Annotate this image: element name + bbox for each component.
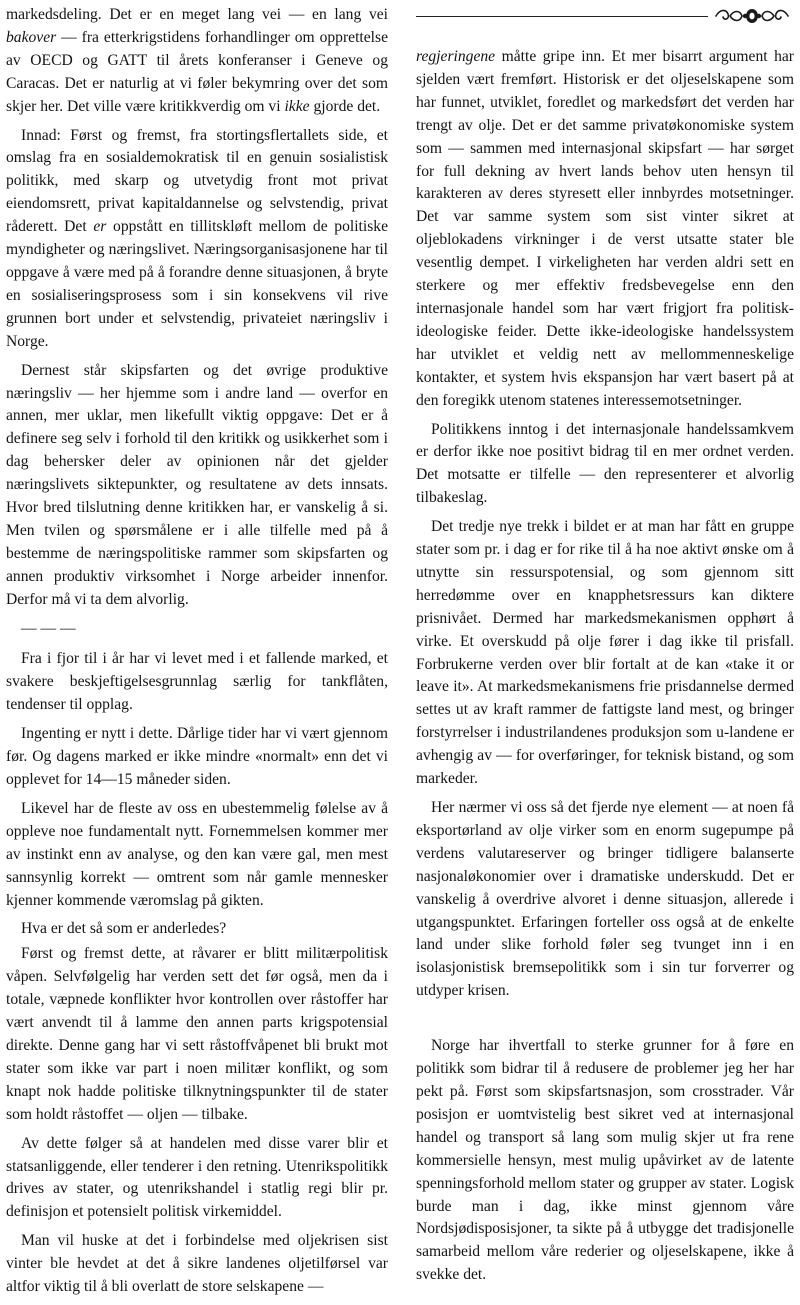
left-paragraph-10: Man vil huske at det i forbindelse med oljekrisen sist vinter ble hevdet at det å sikre landenes oljetilførsel var altfor viktig til å bli overlatt de store selskapene — [6,1232,388,1296]
left-paragraph-1: markedsdeling. Det er en meget lang vei — en lang vei bakover — fra etterkrigstidens forhandlinger om opprettelse av OECD og GATT til årets konferanser i Geneve og Caracas. Det er naturlig at vi føler bekymring over det som skjer her. Det ville være kritikkverdig om vi ikke gjorde det. [6,6,388,115]
left-paragraph-9: Av dette følger så at handelen med disse varer blir et statsanliggende, eller tenderer i den retning. Utenrikspolitikk drives av stater, og utenrikshandel i statlig regi blir pr. definisjon et potensielt politisk virkemiddel. [6,1134,388,1221]
right-paragraph-1: regjeringene måtte gripe inn. Et mer bisarrt argument har sjelden vært fremført. Historisk er det oljeselskapene som har funnet, utviklet, foredlet og markedsført det verden har trengt av olje. Det er det samme privatøkonomiske system som — sammen med internasjonal skipsfart — har sørget for full dekning av hvert lands behov uten hensyn til karakteren av deres styresett eller innbyrdes motsetninger. Det var samme system som sist vinter sikret at oljeblokadens virkninger i de verst utsatte stater ble vesentlig dempet. I virkeligheten har verden aldri sett en sterkere og mer effektiv fredsbevegelse enn den internasjonale handel som har vært frigjort fra politisk-ideologiske feider. Dette ikke-ideologiske handelssystem har utviklet et veldig nett av mellommenneskelige kontakter, et system hvis ekspansjon har vært basert på at den foregikk utenom statenes interessemotsetninger. [416,48,794,409]
header-rule [416,16,708,17]
left-paragraph-6: Likevel har de fleste av oss en ubestemmelig følelse av å oppleve noe fundamentalt nytt. Fornemmelsen kommer mer av instinkt enn av analyse, og den kan være gal, men mest sannsynlig korrekt — omtrent som når gamle mennesker kjenner kommende væromslag på gikten. [6,799,388,909]
left-paragraph-3: Dernest står skipsfarten og det øvrige produktive næringsliv — her hjemme som i andre land — overfor en annen, mer uklar, men likefullt viktig oppgave: Det er å definere seg selv i forhold til den kritikk og usikkerhet som i dag behersker deler av opinionen når det gjelder næringslivets siktepunkter, og resultatene av dets innsats. Hvor bred tilslutning denne kritikken har, er vanskelig å si. Men tvilen og spørsmålene er i alle tilfelle med på å bestemme de næringspolitiske rammer som skipsfarten og annen produktiv virksomhet i Norge arbeider innenfor. Derfor må vi ta dem alvorlig. [6,361,388,608]
section-separator: — — — [21,619,76,637]
left-paragraph-2: Innad: Først og fremst, fra stortingsflertallets side, et omslag fra en sosialdemokratisk til en genuin sosialistisk politikk, med skarp og utvetydig front mot privat eiendomsrett, privat kapitaldannelse og selvstendig, privat råderett. Det er oppstått en tillitskløft mellom de politiske myndigheter og næringslivet. Næringsorganisasjonene har til oppgave å være med på å forandre denne situasjonen, å bryte en sosialiseringsprosess som i sin konsekvens vil rive grunnen bort under et selvstendig, privateiet næringsliv i Norge. [6,126,389,350]
left-paragraph-4: Fra i fjor til i år har vi levet med i et fallende marked, et svakere beskjeftigelsesgrunnlag særlig for tankflåten, tendenser til opplag. [6,650,388,714]
decorative-ornament-icon [712,4,792,28]
left-paragraph-5: Ingenting er nytt i dette. Dårlige tider har vi vært gjennom før. Og dagens marked er ikke mindre «normalt» enn det vi opplevet for 14—15 måneder siden. [6,725,388,788]
left-paragraph-7: Hva er det så som er anderledes? [21,920,227,938]
left-paragraph-8: Først og fremst dette, at råvarer er blitt militærpolitisk våpen. Selvfølgelig har verden sett det før også, men da i totale, væpnede konflikter hvor kontrollen over råstoffer har vært anvendt til å lamme den annen parts krigspotensial direkte. Denne gang har vi sett råstoffvåpenet bli brukt mot stater som ikke var part i noen militær konflikt, og som knapt nok hadde politiske tilknytningspunkter til de stater som holdt råstoffet — oljen — tilbake. [6,945,388,1123]
right-paragraph-3: Det tredje nye trekk i bildet er at man har fått en gruppe stater som pr. i dag er for rike til å ha noe aktivt ønske om å utnytte sin ressurspotensial, og som gjennom sitt herredømme over en knapphetsressurs kan diktere prisnivået. Dermed har markedsmekanismen opphørt å virke. Et overskudd på olje fører i dag ikke til prisfall. Forbrukerne verden over blir fortalt at de kan «take it or leave it». At markedsmekanismens frie prisdannelse dermed settes ut av kraft rammer de fattigste land mest, og bringer forstyrrelser i industrilandenes produksjon som u-landene er avhengig av — for overføringer, for teknisk bistand, og som markeder. [416,518,794,788]
right-column [416,46,794,1293]
right-paragraph-4: Her nærmer vi oss så det fjerde nye element — at noen få eksportørland av olje virker som en enorm sugepumpe på verdens valutareserver og bringer tidligere balanserte nasjonaløkonomier over i dramatiske underskudd. Det er vanskelig å overdrive alvoret i denne situasjon, allerede i utgangspunktet. Erfaringen forteller oss også at de enkelte land under slike forhold føler seg tvunget inn i en isolasjonistisk bremsepolitikk som i sin tur forverrer og utdyper krisen. [416,799,794,1000]
left-column [6,4,388,1305]
right-paragraph-5: Norge har ihvertfall to sterke grunner for å føre en politikk som bidrar til å redusere de problemer jeg her har pekt på. Først som skipsfartsnasjon, som crosstrader. Vår posisjon er uomtvistelig best sikret ved at internasjonal handel og transport så lang som mulig skjer ut fra rene kommersielle hensyn, mest mulig upåvirket av de latente spenningsforhold mellom stater og grupper av stater. Logisk burde man i dag, ikke minst gjennom våre Nordsjødisposisjoner, ta sikte på å utbygge det tradisjonelle samarbeid mellom våre rederier og oljeselskapene, ikke å svekke det. [416,1037,794,1284]
right-paragraph-2: Politikkens inntog i det internasjonale handelssamkvem er derfor ikke noe positivt bidrag til en mer ordnet verden. Det motsatte er tilfelle — den representerer et alvorlig tilbakeslag. [416,420,794,507]
